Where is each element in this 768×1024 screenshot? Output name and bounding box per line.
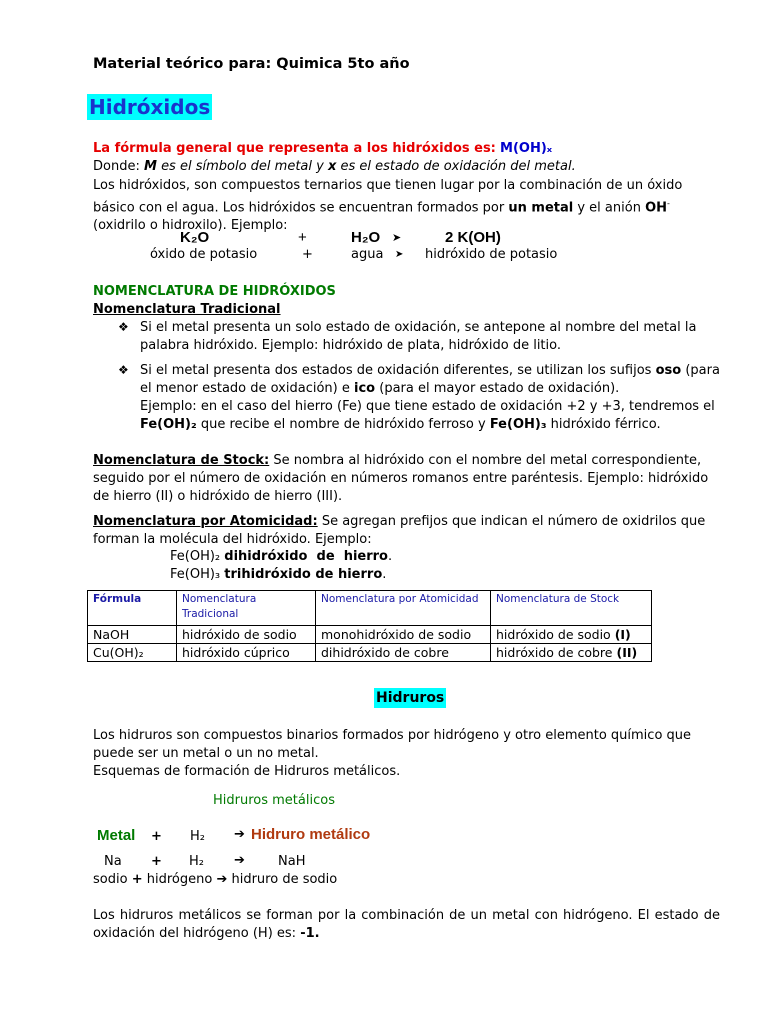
document-header: Material teórico para: Quimica 5to año (93, 56, 410, 72)
scheme-nah: NaH (278, 854, 306, 869)
donde-line: Donde: M es el símbolo del metal y x es el estado de oxidación del metal. (93, 159, 576, 174)
table-header: Nomenclatura de Stock (491, 591, 652, 626)
reaction-name-h2o: agua (351, 247, 384, 262)
atomicity-example-1: Fe(OH)₂ dihidróxido de hierro. (170, 549, 393, 564)
reaction-name-product: hidróxido de potasio (425, 247, 558, 262)
traditional-heading: Nomenclatura Tradicional (93, 302, 281, 317)
bullet-icon: ❖ (118, 363, 129, 377)
reaction-h2o: H₂O (351, 229, 381, 246)
scheme-h2: H₂ (189, 854, 204, 869)
reaction-name-arrow: ➤ (395, 249, 404, 260)
nomenclature-table (87, 590, 652, 662)
scheme-na: Na (104, 854, 122, 869)
general-formula: M(OH)ₓ (500, 141, 553, 156)
hidruros-intro: Los hidruros son compuestos binarios formados por hidrógeno y otro elemento químico que puede ser un metal o un no metal. Esquemas de formación de Hidruros metálicos. (93, 728, 692, 779)
hidruros-title: Hidruros (376, 690, 445, 706)
table-cell: hidróxido de sodio (177, 626, 316, 644)
stock-paragraph: Nomenclatura de Stock: Se nombra al hidróxido con el nombre del metal correspondiente, seguido por el número de oxidación en números romanos entre paréntesis. Ejemplo: hidróxido de hierro (II) o hidróxido de hierro (III). (93, 453, 709, 504)
scheme-words: sodio + hidrógeno ➔ hidruro de sodio (93, 872, 338, 887)
table-row (88, 644, 652, 662)
table-header: Fórmula (88, 591, 177, 626)
table-row (88, 626, 652, 644)
scheme-plus: + (151, 854, 162, 869)
scheme-metal: Metal (97, 827, 136, 844)
atomicity-paragraph: Nomenclatura por Atomicidad: Se agregan prefijos que indican el número de oxidrilos que forman la molécula del hidróxido. Ejemplo: (93, 514, 706, 547)
reaction-k2o: K₂O (180, 229, 210, 246)
scheme-product: Hidruro metálico (251, 826, 371, 843)
reaction-name-k2o: óxido de potasio (150, 247, 258, 262)
bullet-1-text: Si el metal presenta un solo estado de oxidación, se antepone al nombre del metal la palabra hidróxido. Ejemplo: hidróxido de plata, hidróxido de litio. (140, 320, 697, 353)
table-header: Nomenclatura por Atomicidad (316, 591, 491, 626)
nomenclature-heading: NOMENCLATURA DE HIDRÓXIDOS (93, 284, 336, 299)
table-cell: hidróxido de sodio (I) (491, 626, 652, 644)
table-cell: hidróxido cúprico (177, 644, 316, 662)
table-header: Nomenclatura Tradicional (177, 591, 316, 626)
final-paragraph: Los hidruros metálicos se forman por la combinación de un metal con hidrógeno. El estado de oxidación del hidrógeno (H) es: -1. (93, 908, 720, 941)
bullet-2-text: Si el metal presenta dos estados de oxidación diferentes, se utilizan los sufijos oso (para el menor estado de oxidación) e ico (para el mayor estado de oxidación). Ejemplo: en el caso del hierro (Fe) que tiene estado de oxidación +2 y +3, tendremos el Fe(OH)₂ que recibe el nombre de hidróxido ferroso y Fe(OH)₃ hidróxido férrico. (140, 363, 720, 432)
table-cell: Cu(OH)₂ (88, 644, 177, 662)
table-cell: hidróxido de cobre (II) (491, 644, 652, 662)
scheme-h2: H₂ (190, 829, 205, 844)
scheme-plus: + (151, 829, 162, 844)
reaction-plus: + (298, 229, 307, 246)
table-cell: NaOH (88, 626, 177, 644)
reaction-arrow: ➤ (392, 231, 402, 244)
reaction-product: 2 K(OH) (445, 229, 501, 246)
page-title: Hidróxidos (89, 95, 211, 119)
general-formula-line: La fórmula general que representa a los hidróxidos es: M(OH)ₓ (93, 141, 553, 156)
atomicity-example-2: Fe(OH)₃ trihidróxido de hierro. (170, 567, 387, 582)
arrow-icon: ➔ (216, 872, 228, 887)
table-cell: dihidróxido de cobre (316, 644, 491, 662)
reaction-name-plus: + (302, 247, 313, 262)
table-header-row (88, 591, 652, 626)
table-cell: monohidróxido de sodio (316, 626, 491, 644)
intro-paragraph: Los hidróxidos, son compuestos ternarios que tienen lugar por la combinación de un óxido básico con el agua. Los hidróxidos se encuentran formados por un metal y el anión OH- (oxidrilo o hidroxilo). Ejemplo: (93, 178, 683, 234)
hidruros-metalicos-heading: Hidruros metálicos (213, 793, 335, 808)
bullet-icon: ❖ (118, 320, 129, 334)
arrow-icon: ➔ (234, 827, 245, 842)
arrow-icon: ➔ (234, 853, 245, 868)
